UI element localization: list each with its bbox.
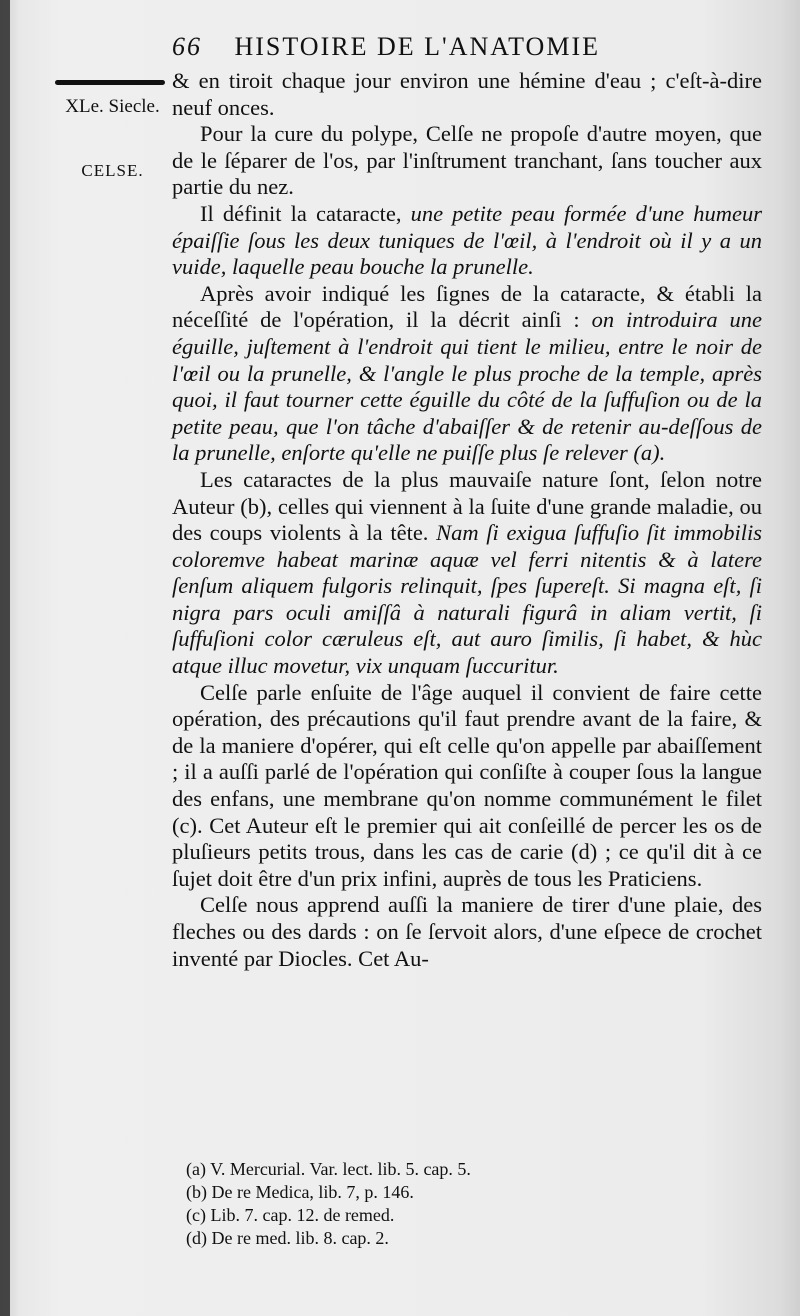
footnote-c: (c) Lib. 7. cap. 12. de remed. bbox=[186, 1205, 395, 1225]
margin-rule bbox=[55, 80, 165, 85]
page-number: 66 bbox=[172, 32, 202, 61]
footnote-b: (b) De re Medica, lib. 7, p. 146. bbox=[186, 1182, 414, 1202]
paragraph-4: Après avoir indiqué les ſignes de la cataracte, & établi la néceſſité de l'opération, il la décrit ainſi : on introduira une éguille, juſtement à l'endroit qui tient le milieu, entre le noir de l'œil ou la prunelle, & l'angle le plus proche de la temple, après quoi, il faut tourner cette éguille du côté de la ſuffuſion ou de la petite peau, que l'on tâche d'abaiſſer & de retenir au-deſſous de la prunelle, enſorte qu'elle ne puiſſe plus ſe relever (a). bbox=[172, 280, 762, 466]
paragraph-6: Celſe parle enſuite de l'âge auquel il convient de faire cette opération, des précautions qu'il faut prendre avant de la faire, & de la maniere d'opérer, qui eſt celle qu'on appelle par abaiſſement ; il a auſſi parlé de l'opération qui conſiſte à couper ſous la langue des enfans, une membrane qu'on nomme communément le filet (c). Cet Auteur eſt le premier qui ait conſeillé de percer les os de pluſieurs petits trous, dans les cas de carie (d) ; ce qu'il dit à ce ſujet doit être d'un prix infini, auprès de tous les Praticiens. bbox=[172, 679, 762, 891]
paragraph-3: Il définit la cataracte, une petite peau formée d'une humeur épaiſſie ſous les deux tuniques de l'œil, à l'endroit où il y a un vuide, laquelle peau bouche la prunelle. bbox=[172, 200, 762, 280]
body-text bbox=[172, 68, 762, 972]
running-header bbox=[172, 32, 762, 62]
footnote-a: (a) V. Mercurial. Var. lect. lib. 5. cap. 5. bbox=[186, 1159, 471, 1179]
paragraph-2: Pour la cure du polype, Celſe ne propoſe d'autre moyen, que de le ſéparer de l'os, par l'inſtrument tranchant, ſans toucher aux partie du nez. bbox=[172, 121, 762, 200]
margin-note-author: CELSE. bbox=[81, 161, 144, 180]
footnote-d: (d) De re med. lib. 8. cap. 2. bbox=[186, 1228, 389, 1248]
footnotes bbox=[186, 1158, 746, 1250]
page-edge-shadow bbox=[0, 0, 10, 1316]
running-title: HISTOIRE DE L'ANATOMIE bbox=[234, 32, 600, 61]
paragraph-1: & en tiroit chaque jour environ une hémine d'eau ; c'eſt-à-dire neuf onces. bbox=[172, 68, 762, 120]
margin-note-century: XLe. Siecle. bbox=[65, 96, 160, 117]
paragraph-5: Les cataractes de la plus mauvaiſe nature ſont, ſelon notre Auteur (b), celles qui viennent à la ſuite d'une grande maladie, ou des coups violents à la tête. Nam ſi exigua ſuffuſio ſit immobilis coloremve habeat marinæ aquæ vel ferri nitentis & à latere ſenſum aliquem fulgoris relinquit, ſpes ſupereſt. Si magna eſt, ſi nigra pars oculi amiſſâ à naturali figurâ in aliam vertit, ſi ſuffuſioni color cæruleus eſt, aut auro ſimilis, ſi habet, & hùc atque illuc movetur, vix unquam ſuccuritur. bbox=[172, 466, 762, 679]
paragraph-7: Celſe nous apprend auſſi la maniere de tirer d'une plaie, des fleches ou des dards : on ſe ſervoit alors, d'une eſpece de crochet inventé par Diocles. Cet Au- bbox=[172, 892, 762, 971]
